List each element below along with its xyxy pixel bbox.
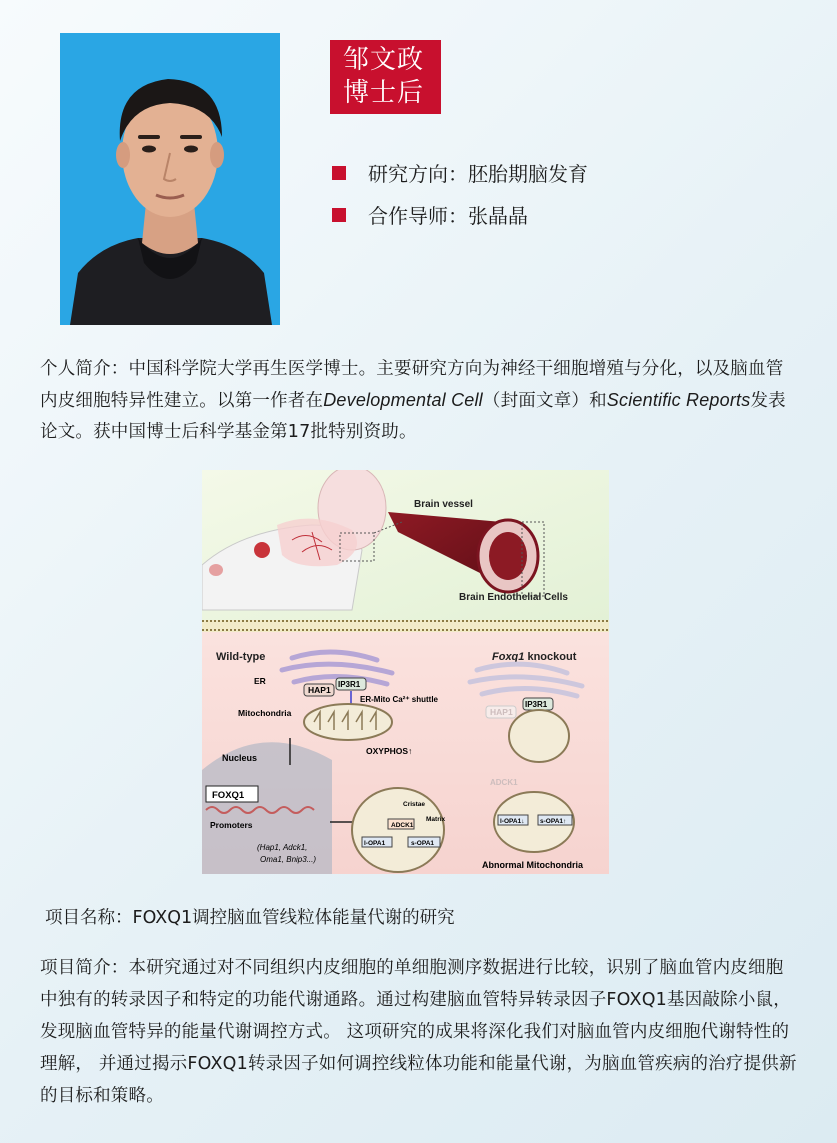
- label-foxq1: FOXQ1: [212, 790, 245, 801]
- project-intro: [40, 952, 800, 1112]
- research-label: 研究方向：: [368, 162, 468, 186]
- label-nucleus: Nucleus: [222, 753, 258, 763]
- advisor-row: [330, 200, 528, 229]
- bio-journal-1: Developmental Cell: [323, 390, 483, 410]
- label-hap1: HAP1: [308, 685, 331, 695]
- label-ko-hap1: HAP1: [490, 707, 513, 717]
- label-l-opa1: l-OPA1: [364, 840, 386, 847]
- label-genes-1: (Hap1, Adck1,: [257, 843, 308, 852]
- person-name: 邹文政: [343, 45, 425, 75]
- advisor-value: 张晶晶: [468, 204, 528, 228]
- research-figure: [202, 470, 609, 874]
- bio-text-3: 发表论文。获中国博士后科学基金第17批特别资助。: [40, 391, 786, 442]
- label-oxyphos: OXYPHOS↑: [366, 746, 413, 756]
- label-adck1: ADCK1: [391, 822, 414, 829]
- person-title: 博士后: [343, 78, 425, 108]
- bio-label: 个人简介：: [40, 359, 129, 379]
- project-name-value: FOXQ1调控脑血管线粒体能量代谢的研究: [132, 908, 455, 928]
- name-title-box: [330, 40, 441, 114]
- project-intro-text: 本研究通过对不同组织内皮细胞的单细胞测序数据进行比较，识别了脑血管内皮细胞中独有的转录因子和特定的功能代谢通路。通过构建脑血管特异转录因子FOXQ1基因敲除小鼠，发现脑血管特异的能量代谢调控方式。 这项研究的成果将深化我们对脑血管内皮细胞代谢特性的理解， 并通过揭示FOXQ1转录因子如何调控线粒体功能和能量代谢，为脑血管疾病的治疗提供新的目标和策略。: [40, 958, 797, 1106]
- label-er: ER: [254, 676, 266, 686]
- label-wild-type: Wild-type: [216, 651, 266, 663]
- bio-journal-2: Scientific Reports: [606, 390, 751, 410]
- label-mitochondria: Mitochondria: [238, 708, 292, 718]
- label-ip3r1: IP3R1: [338, 680, 361, 689]
- label-abnormal-mito: Abnormal Mitochondria: [482, 860, 583, 870]
- research-value: 胚胎期脑发育: [468, 162, 588, 186]
- label-ko-adck1: ADCK1: [490, 778, 518, 787]
- label-cristae: Cristae: [403, 801, 426, 808]
- bio-text-1: 中国科学院大学再生医学博士。主要研究方向为神经干细胞增殖与分化，以及脑血管内皮细胞特异性建立。以第一作者在: [40, 359, 784, 411]
- red-square-bullet: [332, 166, 346, 180]
- label-s-opa1: s-OPA1: [411, 840, 434, 847]
- label-genes-2: Oma1, Bnip3...): [260, 855, 317, 864]
- personal-bio: [40, 354, 800, 448]
- project-intro-label: 项目简介：: [40, 958, 129, 978]
- project-name-label: 项目名称：: [45, 908, 133, 928]
- cell-membrane: [202, 620, 609, 632]
- label-brain-vessel: Brain vessel: [414, 499, 473, 510]
- label-ko-l-opa1: l-OPA1↓: [500, 818, 525, 825]
- red-square-bullet: [332, 208, 346, 222]
- portrait-photo: [60, 33, 280, 325]
- bio-text-2: （封面文章）和: [482, 391, 607, 411]
- label-brain-endothelial: Brain Endothelial Cells: [459, 592, 568, 603]
- research-direction-row: [330, 158, 588, 187]
- label-ko-s-opa1: s-OPA1↑: [540, 818, 567, 825]
- project-name: [45, 904, 455, 929]
- label-matrix: Matrix: [426, 816, 446, 823]
- advisor-label: 合作导师：: [368, 204, 468, 228]
- label-ko-ip3r1: IP3R1: [525, 700, 548, 709]
- label-promoters: Promoters: [210, 820, 253, 830]
- label-knockout: Foxq1 knockout: [492, 651, 577, 663]
- label-shuttle: ER-Mito Ca²⁺ shuttle: [360, 695, 438, 704]
